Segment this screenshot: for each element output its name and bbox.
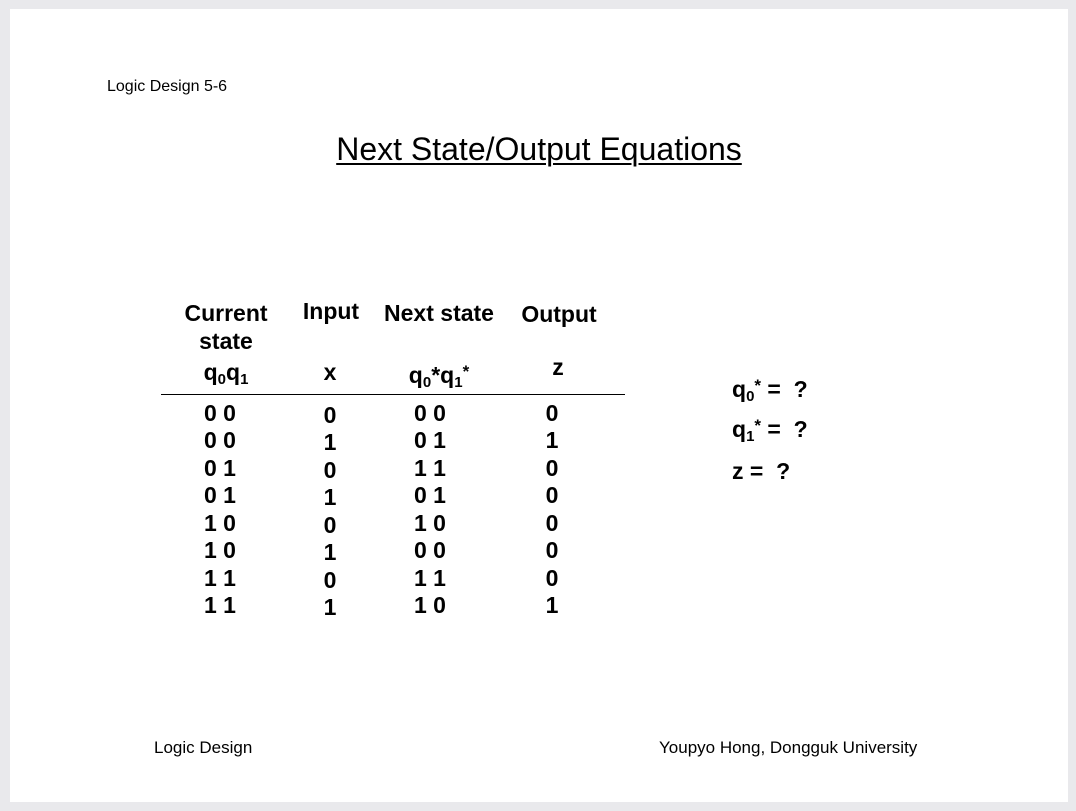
table-cell-current: 1 1 bbox=[204, 592, 236, 618]
footer-right: Youpyo Hong, Dongguk University bbox=[659, 738, 918, 757]
var-n0-star: * bbox=[431, 362, 441, 388]
current-state-header-line2: state bbox=[199, 328, 253, 354]
table-cell-input: 0 bbox=[323, 512, 337, 538]
eq-q0-rhs: = ? bbox=[761, 376, 808, 402]
var-n1-star: * bbox=[462, 362, 470, 381]
table-cell-current: 0 1 bbox=[204, 455, 236, 481]
table-cell-next: 0 0 bbox=[414, 400, 446, 426]
var-q0: q bbox=[203, 359, 218, 385]
table-cell-output: 0 bbox=[545, 565, 559, 591]
var-n0-sub: 0 bbox=[422, 374, 432, 391]
eq-q0-var: q bbox=[732, 376, 747, 402]
var-n1-sub: 1 bbox=[454, 374, 463, 391]
var-n1: q bbox=[440, 362, 455, 388]
table-cell-output: 0 bbox=[545, 455, 559, 481]
table-cell-input: 1 bbox=[323, 539, 337, 565]
table-cell-next: 0 1 bbox=[414, 482, 446, 508]
table-cell-input: 0 bbox=[323, 567, 337, 593]
var-q1-sub: 1 bbox=[240, 371, 249, 388]
table-cell-input: 1 bbox=[323, 429, 337, 455]
eq-q1-rhs: = ? bbox=[761, 416, 808, 442]
equation-q1 bbox=[732, 412, 808, 451]
output-header: Output bbox=[521, 301, 597, 327]
table-cell-current: 0 0 bbox=[204, 400, 236, 426]
table-cell-input: 0 bbox=[323, 457, 337, 483]
next-state-header: Next state bbox=[384, 300, 494, 326]
slide-title: Next State/Output Equations bbox=[336, 131, 742, 167]
equation-q0 bbox=[732, 372, 808, 411]
table-cell-output: 1 bbox=[545, 592, 559, 618]
table-cell-current: 1 0 bbox=[204, 537, 236, 563]
table-cell-output: 1 bbox=[545, 427, 559, 453]
var-q0-sub: 0 bbox=[217, 371, 226, 388]
current-state-header-line1: Current bbox=[184, 300, 268, 326]
table-cell-output: 0 bbox=[545, 510, 559, 536]
table-cell-input: 1 bbox=[323, 484, 337, 510]
table-cell-current: 1 1 bbox=[204, 565, 236, 591]
table-cell-output: 0 bbox=[545, 482, 559, 508]
table-cell-next: 0 0 bbox=[414, 537, 446, 563]
eq-q0-sub: 0 bbox=[746, 388, 755, 405]
table-cell-next: 1 1 bbox=[414, 455, 446, 481]
table-cell-next: 0 1 bbox=[414, 427, 446, 453]
table-cell-output: 0 bbox=[545, 400, 559, 426]
var-n0: q bbox=[408, 362, 423, 388]
equation-z: z = ? bbox=[732, 458, 791, 484]
table-cell-next: 1 1 bbox=[414, 565, 446, 591]
table-cell-input: 1 bbox=[323, 594, 337, 620]
input-header: Input bbox=[302, 298, 360, 324]
header-divider bbox=[161, 394, 625, 395]
table-cell-current: 0 0 bbox=[204, 427, 236, 453]
next-state-vars bbox=[384, 358, 494, 397]
current-state-header bbox=[180, 299, 272, 355]
output-var: z bbox=[552, 354, 564, 380]
table-cell-output: 0 bbox=[545, 537, 559, 563]
input-var: x bbox=[323, 359, 337, 385]
table-cell-next: 1 0 bbox=[414, 592, 446, 618]
table-cell-current: 0 1 bbox=[204, 482, 236, 508]
table-cell-next: 1 0 bbox=[414, 510, 446, 536]
slide bbox=[10, 9, 1068, 802]
eq-q1-star: * bbox=[754, 416, 762, 435]
table-cell-input: 0 bbox=[323, 402, 337, 428]
current-state-vars bbox=[186, 358, 266, 394]
eq-q0-star: * bbox=[754, 376, 762, 395]
slide-header: Logic Design 5-6 bbox=[107, 78, 228, 95]
table-cell-current: 1 0 bbox=[204, 510, 236, 536]
footer-left: Logic Design bbox=[154, 738, 253, 757]
eq-q1-var: q bbox=[732, 416, 747, 442]
var-q1: q bbox=[226, 359, 241, 385]
eq-q1-sub: 1 bbox=[746, 428, 755, 445]
